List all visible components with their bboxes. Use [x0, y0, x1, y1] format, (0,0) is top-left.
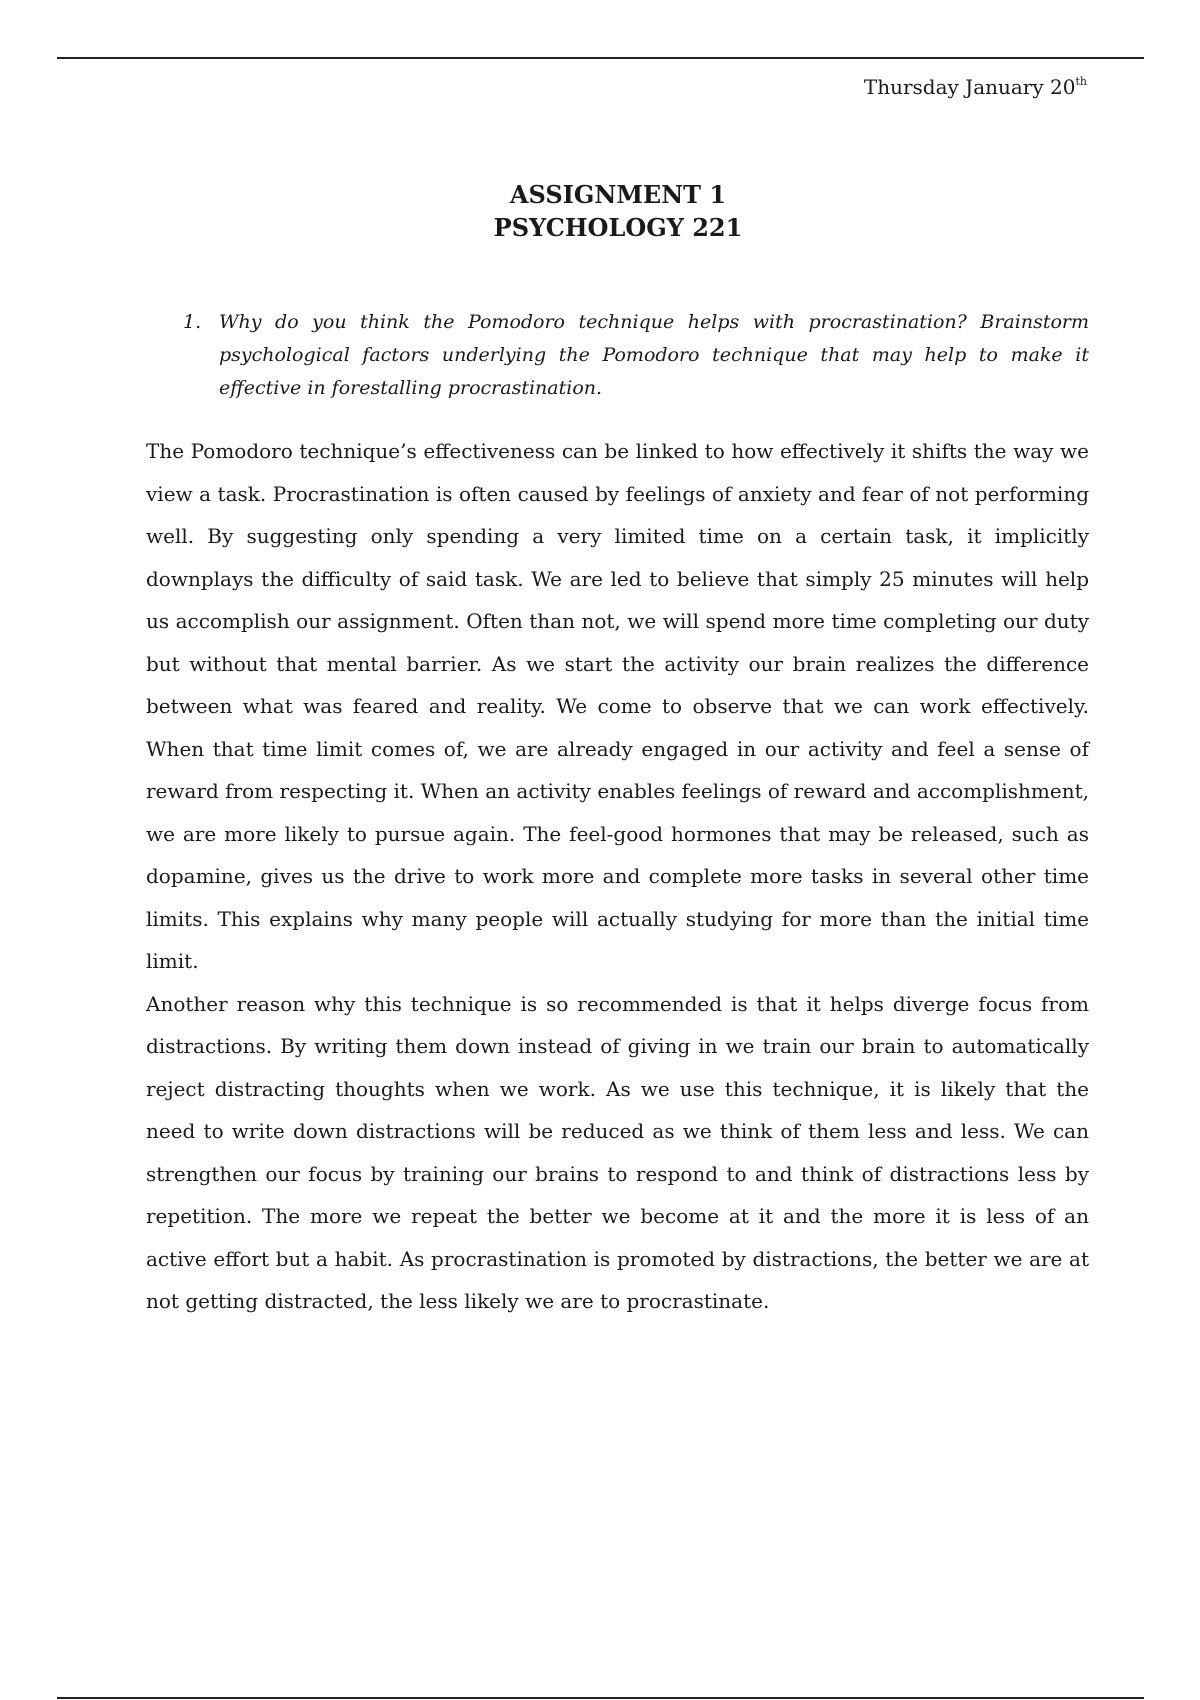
- title-line-course: PSYCHOLOGY 221: [493, 213, 743, 242]
- bottom-rule: [57, 1697, 1144, 1699]
- question-item: [183, 306, 1089, 405]
- top-rule: [57, 57, 1144, 59]
- date: [864, 74, 1087, 100]
- date-text: Thursday January 20: [863, 75, 1076, 99]
- answer-paragraph: The Pomodoro technique’s effectiveness can be linked to how effectively it shifts the way we view a task. Procrastination is often caused by feelings of anxiety and fear of not performing well. By suggesting only spending a very limited time on a certain task, it implicitly downplays the difficulty of said task. We are led to believe that simply 25 minutes will help us accomplish our assignment. Often than not, we will spend more time completing our duty but without that mental barrier. As we start the activity our brain realizes the difference between what was feared and reality. We come to observe that we can work effectively. When that time limit comes of, we are already engaged in our activity and feel a sense of reward from respecting it. When an activity enables feelings of reward and accomplishment, we are more likely to pursue again. The feel-good hormones that may be released, such as dopamine, gives us the drive to work more and complete more tasks in several other time limits. This explains why many people will actually studying for more than the initial time limit.: [146, 439, 1089, 973]
- answer-paragraph: Another reason why this technique is so recommended is that it helps diverge focus from distractions. By writing them down instead of giving in we train our brain to automatically reject distracting thoughts when we work. As we use this technique, it is likely that the need to write down distractions will be reduced as we think of them less and less. We can strengthen our focus by training our brains to respond to and think of distractions less by repetition. The more we repeat the better we become at it and the more it is less of an active effort but a habit. As procrastination is promoted by distractions, the better we are at not getting distracted, the less likely we are to procrastinate.: [146, 991, 1089, 1313]
- answer-body: [146, 430, 1089, 1323]
- title-line-assignment: ASSIGNMENT 1: [509, 180, 727, 209]
- question-number: 1.: [183, 311, 202, 333]
- question-text: Why do you think the Pomodoro technique helps with procrastination? Brainstorm psychological factors underlying the Pomodoro technique that may help to make it effective in forestalling procrastination.: [219, 311, 1089, 399]
- date-suffix: th: [1075, 75, 1087, 88]
- document-title: [0, 178, 1200, 244]
